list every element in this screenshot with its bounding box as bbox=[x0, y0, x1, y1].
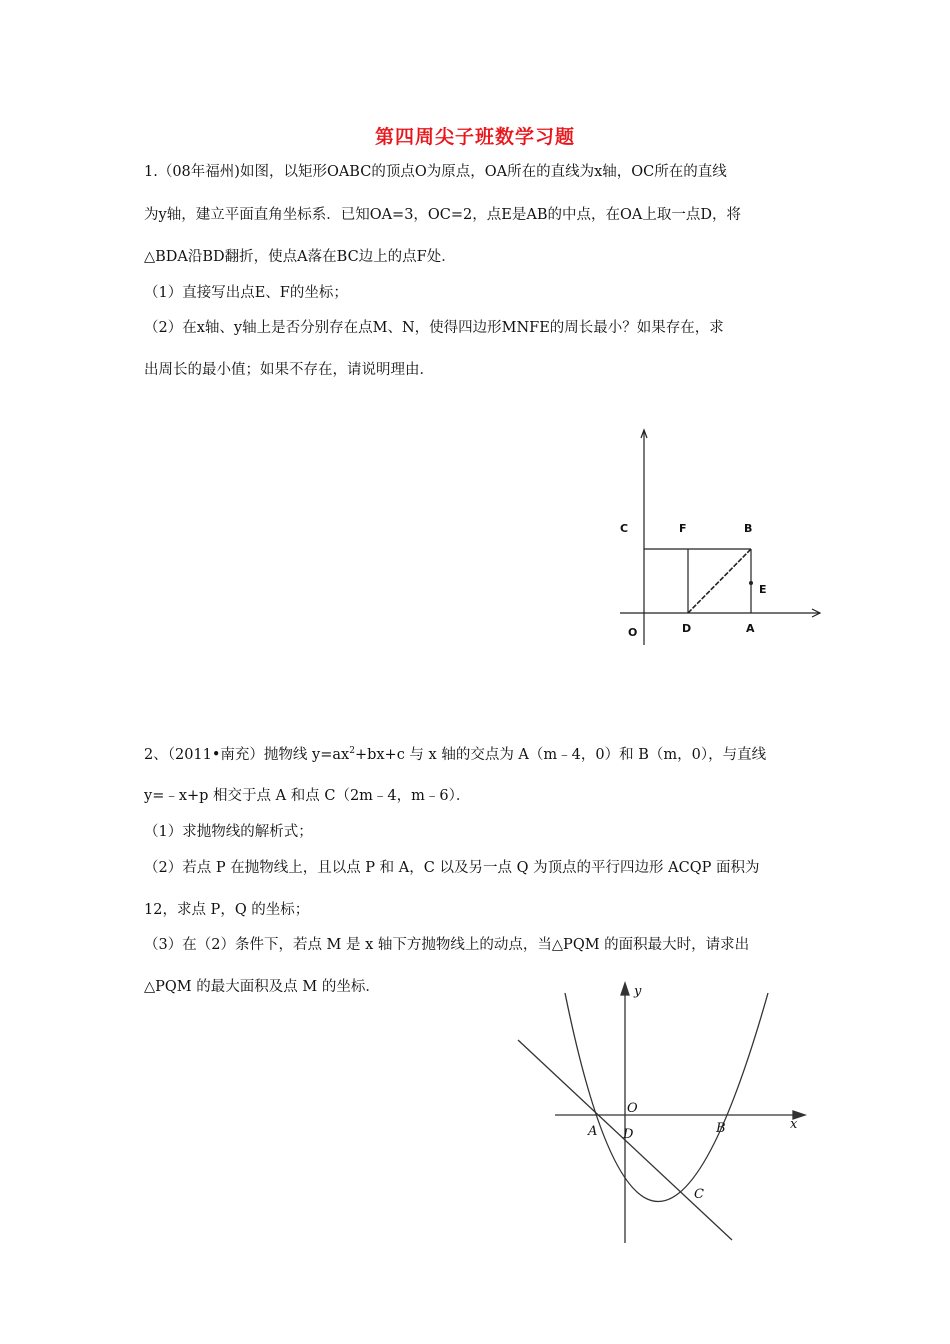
problem-2-line: 12，求点 P，Q 的坐标； bbox=[144, 902, 310, 918]
page-title: 第四周尖子班数学习题 bbox=[374, 126, 575, 148]
label-F: F bbox=[679, 522, 687, 535]
problem-2-line: 2、（2011•南充）抛物线 $y=ax^2+bx+c$ 与 x 轴的交点为 A（m﹣4，0）和 B（m，0），与直线 bbox=[144, 746, 767, 763]
label-D: D bbox=[682, 622, 692, 635]
label-C: C bbox=[620, 522, 629, 535]
problem-2-line: （3）在（2）条件下，若点 M 是 x 轴下方抛物线上的动点，当△PQM 的面积最大时，请求出 bbox=[144, 937, 750, 953]
problem-2-line: （2）若点 P 在抛物线上，且以点 P 和 A，C 以及另一点 Q 为顶点的平行四边形 ACQP 面积为 bbox=[144, 860, 760, 876]
label-A: A bbox=[746, 622, 755, 635]
problem-1-line: 1.（08年福州)如图，以矩形OABC的顶点O为原点，OA所在的直线为x轴，OC所在的直线 bbox=[144, 164, 727, 180]
label-B: B bbox=[716, 1121, 726, 1136]
label-y: y bbox=[634, 984, 642, 999]
label-O: O bbox=[628, 626, 638, 639]
figure-2-parabola bbox=[510, 975, 830, 1255]
figure-1-rectangle bbox=[600, 420, 840, 660]
problem-1-line: （1）直接写出点E、F的坐标； bbox=[144, 285, 348, 301]
problem-2-line: （1）求抛物线的解析式； bbox=[144, 824, 313, 840]
problem-1-line: 为y轴，建立平面直角坐标系．已知OA=3，OC=2，点E是AB的中点，在OA上取一点D，将 bbox=[144, 207, 741, 223]
label-x: x bbox=[790, 1117, 798, 1132]
label-C: C bbox=[694, 1187, 704, 1202]
problem-1-line: 出周长的最小值；如果不存在，请说明理由． bbox=[144, 362, 434, 378]
label-E: E bbox=[759, 583, 767, 596]
problem-2-line: △PQM 的最大面积及点 M 的坐标． bbox=[144, 979, 380, 995]
problem-1-line: △BDA沿BD翻折，使点A落在BC边上的点F处． bbox=[144, 249, 456, 265]
problem-2-line: y=﹣x+p 相交于点 A 和点 C（2m﹣4，m﹣6）． bbox=[144, 788, 471, 804]
problem-1-line: （2）在x轴、y轴上是否分别存在点M、N，使得四边形MNFE的周长最小？如果存在，求 bbox=[144, 320, 724, 336]
label-B: B bbox=[744, 522, 753, 535]
label-A: A bbox=[588, 1124, 598, 1139]
label-D: D bbox=[623, 1127, 634, 1142]
label-O: O bbox=[627, 1101, 638, 1116]
